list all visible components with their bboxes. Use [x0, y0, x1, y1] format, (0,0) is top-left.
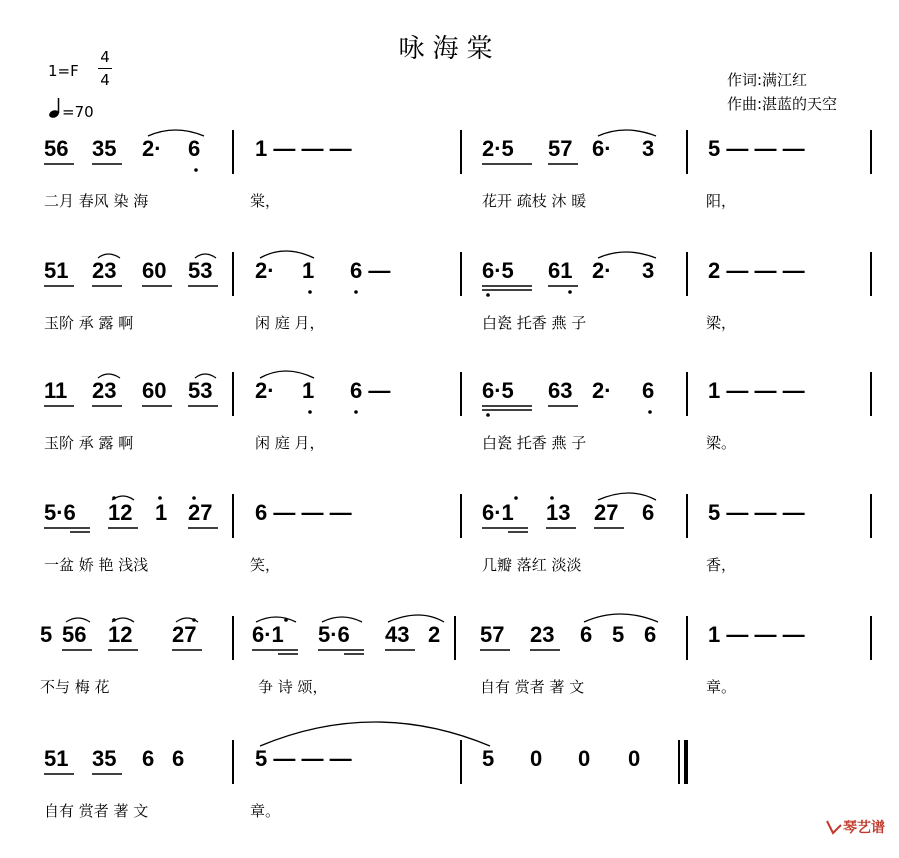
note-group: 1 — — — — [255, 136, 352, 161]
slur-marks — [0, 250, 899, 310]
lyric-text: 梁， — [706, 314, 737, 332]
note-group: 6 — — — — [255, 500, 352, 525]
note-group: 12 — [108, 622, 133, 647]
note-group: 6 — [642, 500, 655, 525]
note-group: 35 — [92, 136, 117, 161]
lyric-text: 几瓣 落红 淡淡 — [482, 556, 582, 574]
lyrics-line — [0, 554, 899, 578]
note-group: 0 — [530, 746, 543, 771]
lyric-text: 闲 庭 月， — [255, 434, 325, 452]
note-group: 60 — [142, 258, 167, 283]
note-group: 5 — [482, 746, 495, 771]
note-group: 13 — [546, 500, 571, 525]
song-title: 咏海棠 — [398, 34, 501, 64]
note-group: 3 — [642, 136, 655, 161]
lyrics-line — [0, 800, 899, 824]
note-group: 57 — [548, 136, 573, 161]
note-group: 53 — [188, 378, 213, 403]
note-group: 6·5 — [482, 378, 514, 403]
notes-line — [0, 614, 899, 662]
notes-line — [0, 738, 899, 786]
note-group: 5 — [612, 622, 625, 647]
lyric-text: 棠， — [250, 192, 281, 210]
notes-line — [0, 128, 899, 176]
note-group: 0 — [628, 746, 641, 771]
note-group: 61 — [548, 258, 573, 283]
lyric-text: 香， — [706, 556, 737, 574]
lyric-text: 梁。 — [706, 434, 737, 452]
lyric-text: 自有 赏者 著 文 — [480, 678, 585, 696]
lyric-text: 一盆 娇 艳 浅浅 — [44, 556, 149, 574]
watermark-text: 琴艺谱 — [843, 820, 885, 836]
tempo-value: =70 — [62, 103, 94, 121]
credits — [727, 68, 837, 116]
note-group: 53 — [188, 258, 213, 283]
logo-icon — [825, 819, 843, 835]
note-group: 6·1 — [482, 500, 514, 525]
note-group: 11 — [44, 378, 68, 403]
lyric-text: 不与 梅 花 — [40, 678, 110, 696]
note-group: 5 — — — — [708, 500, 805, 525]
note-group: 43 — [385, 622, 410, 647]
note-group: 1 — [302, 378, 315, 403]
note-group: 1 — [155, 500, 168, 525]
score-row-5 — [0, 614, 899, 734]
score-row-2 — [0, 250, 899, 370]
lyric-text: 自有 赏者 著 文 — [44, 802, 149, 820]
note-group: 51 — [44, 746, 69, 771]
note-group: 2·5 — [482, 136, 514, 161]
note-group: 23 — [92, 258, 117, 283]
lyric-text: 玉阶 承 露 啊 — [44, 314, 134, 332]
lyric-text: 白瓷 托香 燕 子 — [482, 314, 587, 332]
slur-marks — [0, 492, 899, 552]
notes-line — [0, 370, 899, 418]
lyrics-line — [0, 190, 899, 214]
time-signature — [96, 46, 114, 91]
note-group: 6·1 — [252, 622, 284, 647]
note-group: 5 — — — — [708, 136, 805, 161]
score-row-6 — [0, 738, 899, 858]
lyric-text: 玉阶 承 露 啊 — [44, 434, 134, 452]
note-group: 6 — [172, 746, 185, 771]
lyric-text: 白瓷 托香 燕 子 — [482, 434, 587, 452]
note-group: 6 — [188, 136, 201, 161]
note-group: 6·5 — [482, 258, 514, 283]
note-group: 6 — — [350, 258, 391, 283]
note-group: 6 — [644, 622, 657, 647]
note-group: 2· — [255, 378, 275, 403]
lyrics-line — [0, 432, 899, 456]
slur-marks — [0, 738, 899, 798]
note-group: 2· — [592, 378, 612, 403]
note-group: 5·6 — [44, 500, 76, 525]
note-group: 6 — [642, 378, 655, 403]
note-group: 2· — [255, 258, 275, 283]
lyric-text: 章。 — [706, 678, 737, 696]
note-group: 23 — [92, 378, 117, 403]
note-group: 1 — [302, 258, 315, 283]
note-group: 1 — — — — [708, 622, 805, 647]
notes-line — [0, 250, 899, 298]
lyrics-line — [0, 676, 899, 700]
note-group: 27 — [188, 500, 213, 525]
note-group: 2 — [428, 622, 441, 647]
note-group: 0 — [578, 746, 591, 771]
note-group: 5 — [40, 622, 53, 647]
lyric-text: 二月 春风 染 海 — [44, 192, 149, 210]
lyric-text: 花开 疏枝 沐 暖 — [482, 192, 587, 210]
note-group: 2 — — — — [708, 258, 805, 283]
composer-credit: 作曲:湛蓝的天空 — [727, 95, 838, 113]
note-group: 56 — [62, 622, 87, 647]
notes-line — [0, 492, 899, 540]
tempo-marking — [48, 97, 94, 121]
score-row-1 — [0, 128, 899, 248]
lyric-text: 闲 庭 月， — [255, 314, 325, 332]
note-group: 5·6 — [318, 622, 350, 647]
note-group: 63 — [548, 378, 573, 403]
quarter-note-icon — [48, 97, 62, 119]
time-signature-top: 4 — [100, 48, 110, 66]
score-row-3 — [0, 370, 899, 490]
note-group: 2· — [592, 258, 612, 283]
note-group: 56 — [44, 136, 69, 161]
lyric-text: 章。 — [250, 802, 281, 820]
lyrics-line — [0, 312, 899, 336]
note-group: 51 — [44, 258, 69, 283]
slur-marks — [0, 370, 899, 430]
note-group: 3 — [642, 258, 655, 283]
slur-marks — [0, 128, 899, 188]
note-group: 23 — [530, 622, 555, 647]
time-signature-bottom: 4 — [100, 71, 110, 89]
note-group: 5 — — — — [255, 746, 352, 771]
note-group: 6 — [142, 746, 155, 771]
watermark-logo — [825, 817, 885, 837]
slur-marks — [0, 614, 899, 674]
note-group: 6 — [580, 622, 593, 647]
score-row-4 — [0, 492, 899, 612]
note-group: 35 — [92, 746, 117, 771]
lyric-text: 争 诗 颂， — [258, 678, 328, 696]
note-group: 6 — — [350, 378, 391, 403]
note-group: 12 — [108, 500, 133, 525]
note-group: 27 — [594, 500, 619, 525]
note-group: 57 — [480, 622, 505, 647]
note-group: 27 — [172, 622, 197, 647]
note-group: 1 — — — — [708, 378, 805, 403]
key-signature: 1=F — [48, 62, 79, 80]
note-group: 6· — [592, 136, 612, 161]
lyric-text: 笑， — [250, 556, 281, 574]
lyricist-credit: 作词:满江红 — [727, 71, 808, 89]
lyric-text: 阳， — [706, 192, 737, 210]
note-group: 2· — [142, 136, 162, 161]
note-group: 60 — [142, 378, 167, 403]
